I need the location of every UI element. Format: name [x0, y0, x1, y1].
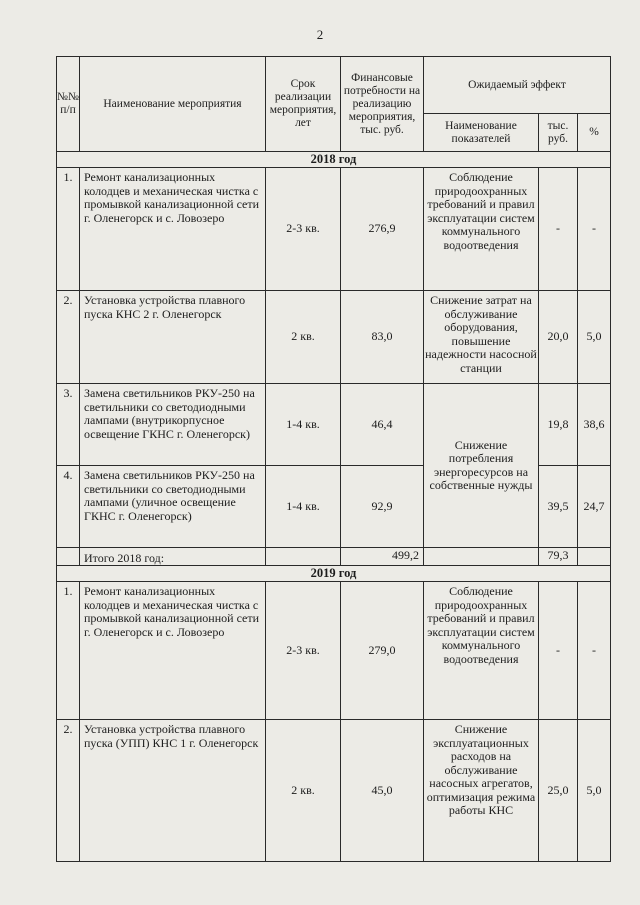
effect-percent: 38,6 [578, 384, 611, 466]
header-thousand-rub: тыс. руб. [539, 114, 578, 152]
total-row-2018 [57, 548, 611, 566]
measure-cost: 45,0 [341, 720, 424, 862]
row-number: 1. [57, 168, 80, 291]
total-label: Итого 2018 год: [80, 548, 266, 566]
effect-thousand-rub: 39,5 [539, 466, 578, 548]
measure-cost: 279,0 [341, 582, 424, 720]
row-number: 2. [57, 291, 80, 384]
measure-name: Установка устройства плавного пуска (УПП) КНС 1 г. Оленегорск [80, 720, 266, 862]
total-cost: 499,2 [341, 548, 424, 566]
header-effect: Ожидаемый эффект [424, 57, 611, 114]
measure-term: 2 кв. [266, 720, 341, 862]
row-number: 1. [57, 582, 80, 720]
row-number: 3. [57, 384, 80, 466]
effect-percent: 24,7 [578, 466, 611, 548]
measure-cost: 83,0 [341, 291, 424, 384]
expected-effect-shared: Снижение потребления энергоресурсов на собственные нужды [424, 384, 539, 548]
total-thousand-rub: 79,3 [539, 548, 578, 566]
row-number: 4. [57, 466, 80, 548]
measure-term: 2 кв. [266, 291, 341, 384]
total-spacer [57, 548, 80, 566]
effect-percent: - [578, 582, 611, 720]
expected-effect: Снижение затрат на обслуживание оборудования, повышение надежности насосной станции [424, 291, 539, 384]
measure-term: 1-4 кв. [266, 466, 341, 548]
page-number: 2 [316, 27, 324, 42]
measure-name: Замена светильников РКУ-250 на светильники со светодиодными лампами (уличное освещение ГКНС г. Оленегорск) [80, 466, 266, 548]
header-percent: % [578, 114, 611, 152]
header-indicator: Наименование показателей [424, 114, 539, 152]
table-row [57, 384, 611, 466]
table-row [57, 582, 611, 720]
header-num: №№ п/п [57, 57, 80, 152]
measure-name: Установка устройства плавного пуска КНС 2 г. Оленегорск [80, 291, 266, 384]
measure-term: 2-3 кв. [266, 582, 341, 720]
total-term-empty [266, 548, 341, 566]
effect-percent: 5,0 [578, 720, 611, 862]
measure-term: 1-4 кв. [266, 384, 341, 466]
effect-thousand-rub: 19,8 [539, 384, 578, 466]
row-number: 2. [57, 720, 80, 862]
effect-percent: 5,0 [578, 291, 611, 384]
expected-effect: Соблюдение природоохранных требований и правил эксплуатации систем коммунального водоотведения [424, 582, 539, 720]
effect-thousand-rub: 25,0 [539, 720, 578, 862]
header-finance: Финансовые потребности на реализацию мероприятия, тыс. руб. [341, 57, 424, 152]
effect-percent: - [578, 168, 611, 291]
expected-effect: Снижение эксплуатационных расходов на обслуживание насосных агрегатов, оптимизация режима работы КНС [424, 720, 539, 862]
measure-cost: 92,9 [341, 466, 424, 548]
measure-name: Замена светильников РКУ-250 на светильники со светодиодными лампами (внутрикорпусное освещение ГКНС г. Оленегорск) [80, 384, 266, 466]
year-heading-2019: 2019 год [57, 566, 611, 582]
table-row [57, 291, 611, 384]
table-row [57, 720, 611, 862]
effect-thousand-rub: - [539, 582, 578, 720]
total-effect-empty [424, 548, 539, 566]
effect-thousand-rub: - [539, 168, 578, 291]
measure-cost: 46,4 [341, 384, 424, 466]
header-term: Срок реализации мероприятия, лет [266, 57, 341, 152]
expected-effect: Соблюдение природоохранных требований и правил эксплуатации систем коммунального водоотведения [424, 168, 539, 291]
measures-table [56, 56, 611, 862]
measure-name: Ремонт канализационных колодцев и механическая чистка с промывкой канализационной сети г. Оленегорск и с. Ловозеро [80, 582, 266, 720]
effect-thousand-rub: 20,0 [539, 291, 578, 384]
total-percent-empty [578, 548, 611, 566]
header-name: Наименование мероприятия [80, 57, 266, 152]
measure-cost: 276,9 [341, 168, 424, 291]
measure-term: 2-3 кв. [266, 168, 341, 291]
year-heading-2018: 2018 год [57, 152, 611, 168]
table-row [57, 168, 611, 291]
measure-name: Ремонт канализационных колодцев и механическая чистка с промывкой канализационной сети г. Оленегорск и с. Ловозеро [80, 168, 266, 291]
